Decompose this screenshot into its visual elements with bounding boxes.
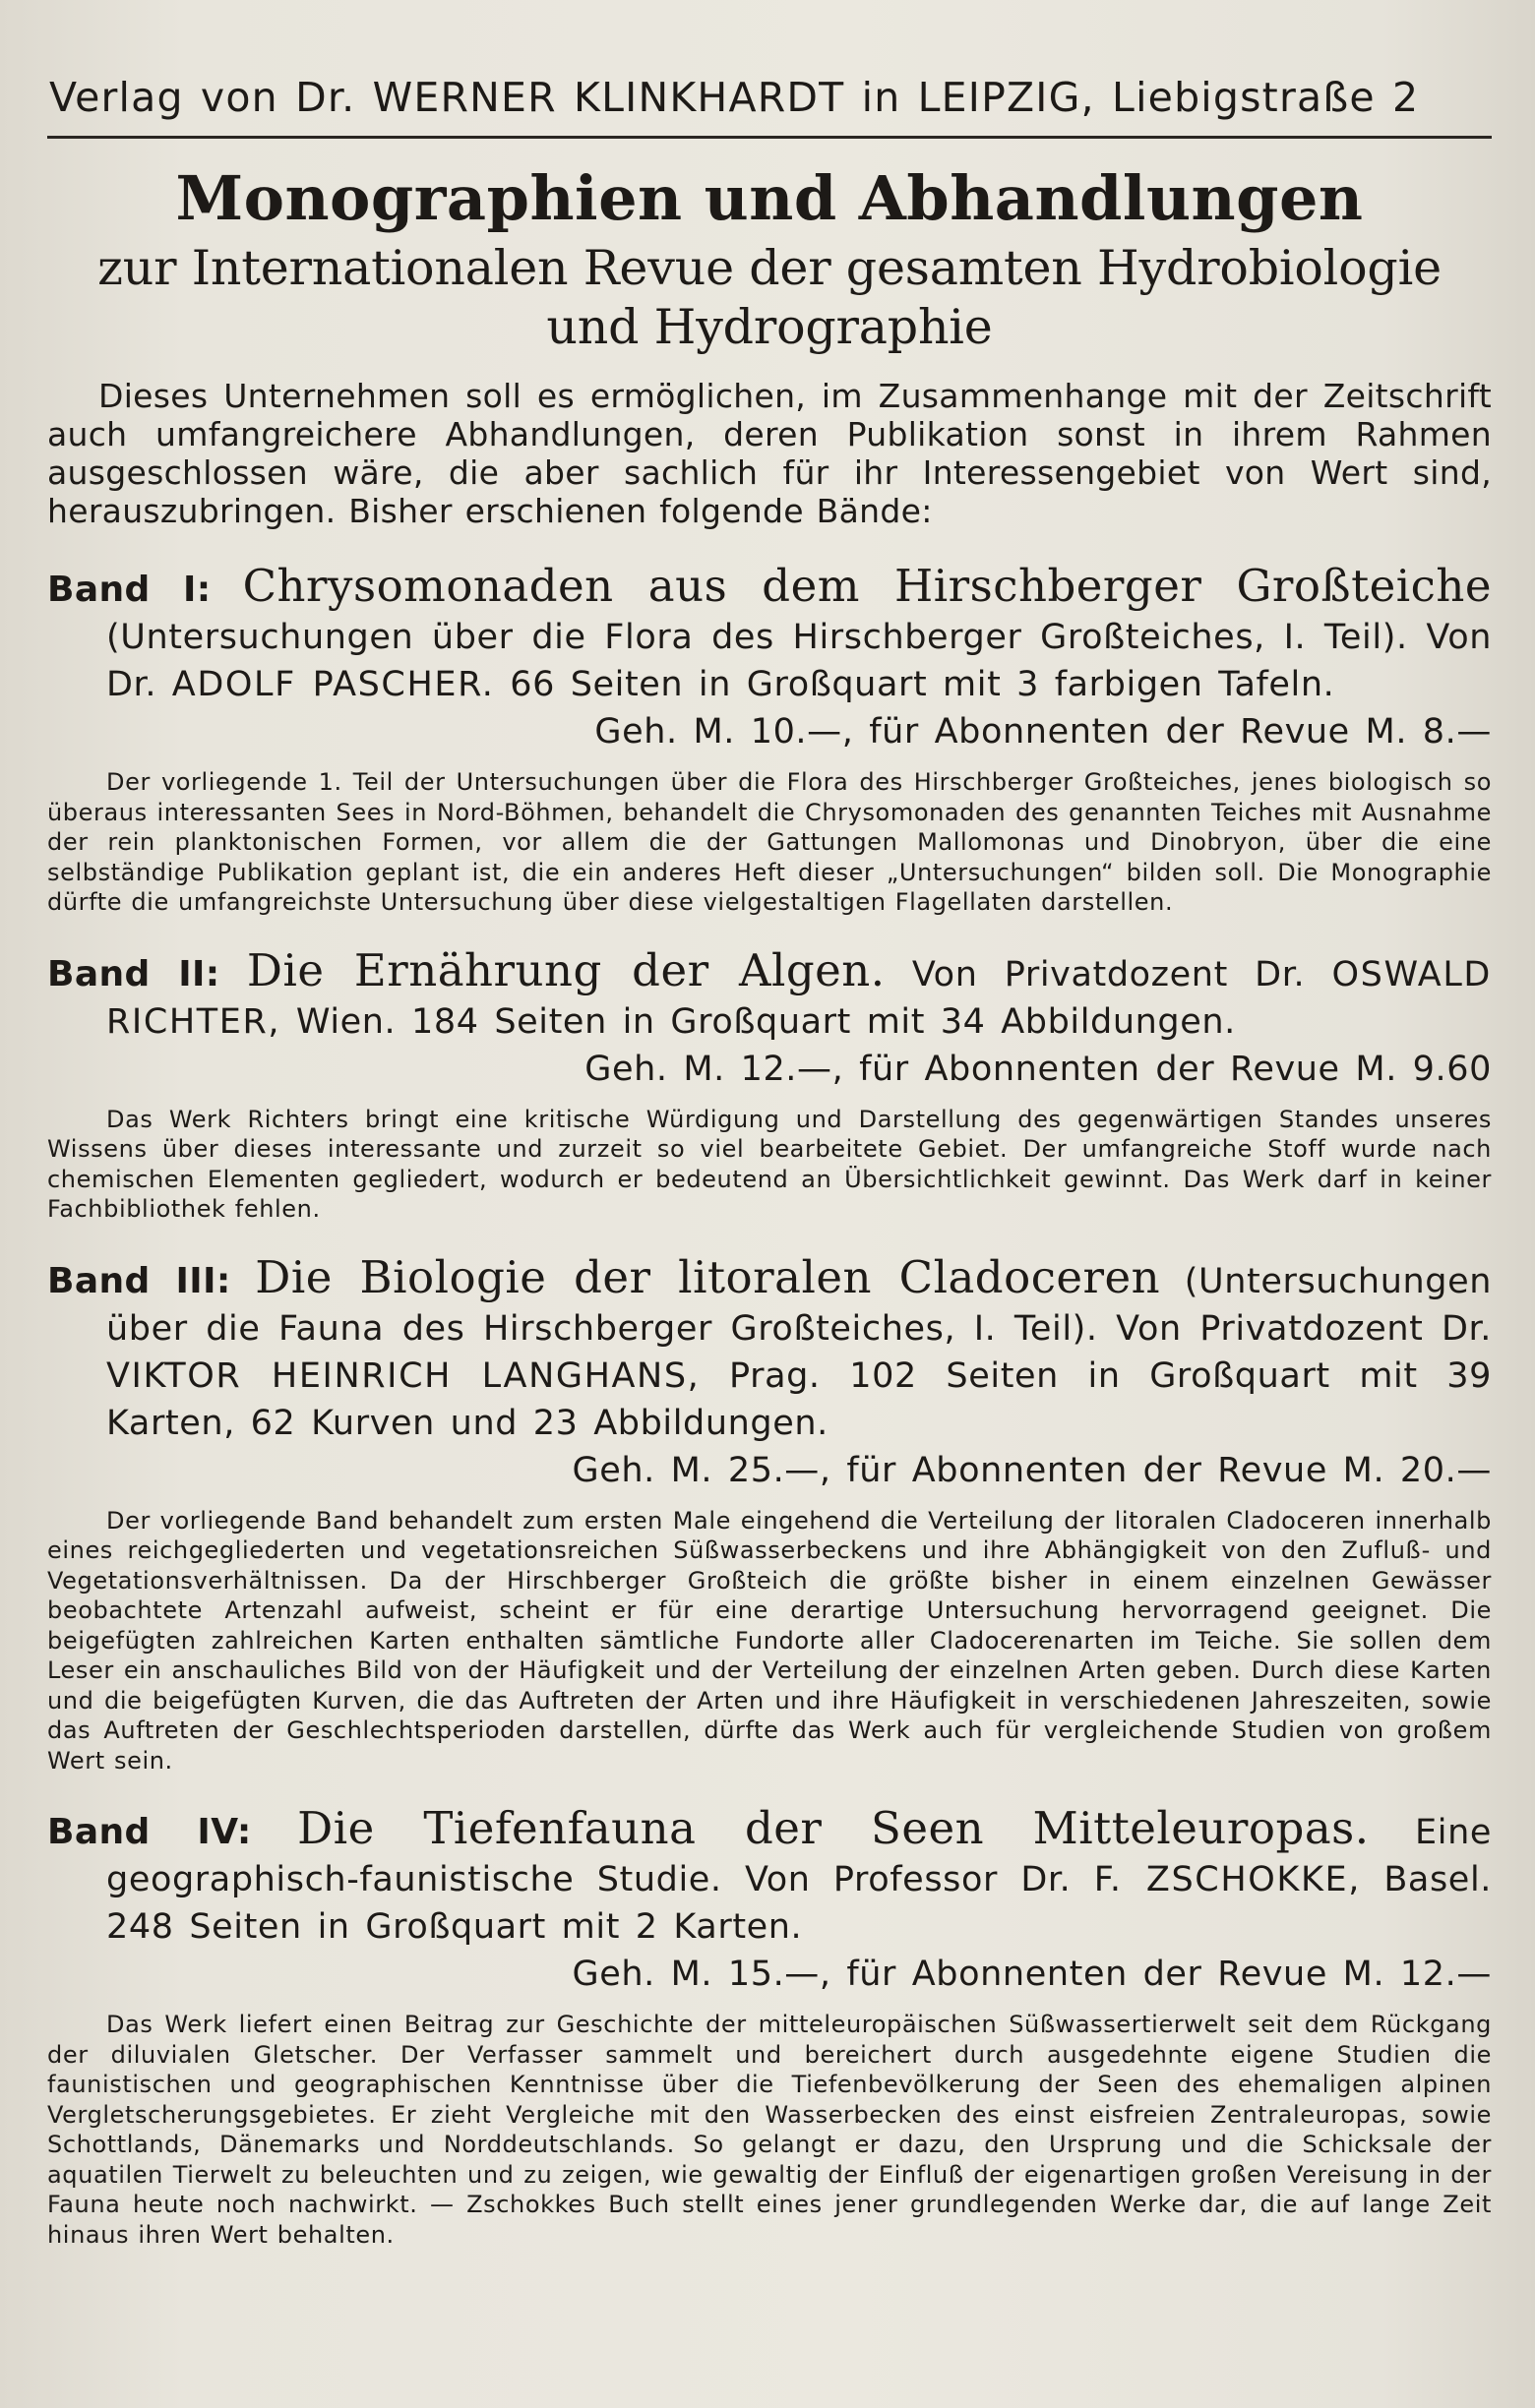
band-title: Die Ernährung der Algen. <box>246 943 886 996</box>
band-description: Das Werk Richters bringt eine kritische Würdigung und Darstellung des gegenwärtigen Standes unseres Wissens über dieses interessante und zurzeit so viel bearbeitete Gebiet. Der umfangreiche Stoff wurde nach chemischen Elementen gegliedert, wodurch er bedeutend an Übersichtlichkeit gewinnt. Das Werk darf in keiner Fachbibliothek fehlen. <box>47 1105 1492 1223</box>
band-details-post: Wien. 184 Seiten in Großquart mit 34 Abbildungen. <box>295 1001 1236 1042</box>
band-details-pre: Von Privatdozent Dr. <box>911 954 1306 994</box>
publisher-line: Verlag von Dr. WERNER KLINKHARDT in LEIPZIG, Liebigstraße 2 <box>47 73 1492 139</box>
band-details-pre: Eine geographisch-faunistische Studie. Von Professor Dr. <box>106 1813 1493 1899</box>
intro-paragraph: Dieses Unternehmen soll es ermöglichen, im Zusammenhange mit der Zeitschrift auch umfangreichere Abhandlungen, deren Publikation sonst in ihrem Rahmen ausgeschlossen wäre, die aber sachlich für ihr Interessengebiet von Wert sind, herauszubringen. Bisher erschienen folgende Bände: <box>47 377 1492 530</box>
band-heading <box>47 1802 1493 1951</box>
band-author: VIKTOR HEINRICH LANGHANS, <box>106 1355 701 1396</box>
band-title: Die Tiefenfauna der Seen Mitteleuropas. <box>297 1802 1370 1854</box>
band-details-post: Prag. 102 Seiten in Großquart mit 39 Karten, 62 Kurven und 23 Abbildungen. <box>106 1355 1493 1443</box>
band-heading <box>47 1250 1493 1447</box>
band-details-pre: (Untersuchungen über die Fauna des Hirschberger Großteiches, I. Teil). Von Privatdozent Dr. <box>106 1261 1492 1349</box>
band-heading <box>47 943 1492 1046</box>
band-label: Band I: <box>47 570 212 610</box>
band-heading <box>47 560 1492 708</box>
band-details-post: 66 Seiten in Großquart mit 3 farbigen Tafeln. <box>510 665 1335 704</box>
band-price: Geh. M. 25.—, für Abonnenten der Revue M. 20.— <box>572 1450 1492 1490</box>
page-subtitle: zur Internationalen Revue der gesamten Hydrobiologie und Hydrographie <box>97 240 1442 355</box>
band-details-pre: (Untersuchungen über die Flora des Hirschberger Großteiches, I. Teil). Von Dr. <box>106 618 1492 704</box>
band-price: Geh. M. 15.—, für Abonnenten der Revue M. 12.— <box>572 1955 1492 1994</box>
band-description: Der vorliegende 1. Teil der Untersuchungen über die Flora des Hirschberger Großteiches, jenes biologisch so überaus interessanten Sees in Nord-Böhmen, behandelt die Chrysomonaden des genannten Teiches mit Ausnahme der rein planktonischen Formen, vor allem die der Gattungen Mallomonas und Dinobryon, über die eine selbständige Publikation geplant ist, die ein anderes Heft dieser „Untersuchungen“ bilden soll. Die Monographie dürfte die umfangreichste Untersuchung über diese vielgestaltigen Flagellaten darstellen. <box>47 768 1492 916</box>
band-entry-2 <box>47 943 1492 1225</box>
band-author: ADOLF PASCHER. <box>171 665 495 704</box>
band-description: Das Werk liefert einen Beitrag zur Geschichte der mitteleuropäischen Süßwassertierwelt seit dem Rückgang der diluvialen Gletscher. Der Verfasser sammelt und bereichert durch ausgedehnte eigene Studien die faunistischen und geographischen Kenntnisse über die Tiefenbevölkerung der Seen des ehemaligen alpinen Vergletscherungsgebietes. Er zieht Vergleiche mit den Wasserbecken des einst eisfreien Zentraleuropas, sowie Schottlands, Dänemarks und Norddeutschlands. So gelangt er dazu, den Ursprung und die Schicksale der aquatilen Tierwelt zu beleuchten und zu zeigen, wie gewaltig der Einfluß der eigenartigen großen Vereisung in der Fauna heute noch nachwirkt. — Zschokkes Buch stellt eines jener grundlegenden Werke dar, die auf lange Zeit hinaus ihren Wert behalten. <box>47 2011 1492 2249</box>
band-label: Band IV: <box>47 1812 252 1852</box>
band-price: Geh. M. 10.—, für Abonnenten der Revue M. 8.— <box>594 712 1492 752</box>
band-label: Band III: <box>47 1260 231 1301</box>
page-title: Monographien und Abhandlungen <box>175 162 1364 234</box>
band-entry-4 <box>47 1802 1493 2250</box>
band-author: OSWALD RICHTER, <box>106 954 1492 1042</box>
band-details-post: Basel. 248 Seiten in Großquart mit 2 Karten. <box>106 1860 1492 1947</box>
band-price: Geh. M. 12.—, für Abonnenten der Revue M. 9.60 <box>584 1049 1492 1089</box>
band-entry-3 <box>47 1250 1493 1776</box>
band-author: F. ZSCHOKKE, <box>1093 1860 1361 1899</box>
band-label: Band II: <box>47 953 220 994</box>
band-title: Chrysomonaden aus dem Hirschberger Großteiche <box>242 560 1492 612</box>
band-title: Die Biologie der litoralen Cladoceren <box>255 1250 1161 1303</box>
band-entry-1 <box>47 560 1492 918</box>
band-description: Der vorliegende Band behandelt zum ersten Male eingehend die Verteilung der litoralen Cladoceren innerhalb eines reichgegliederten und vegetationsreichen Süßwasserbeckens und ihre Abhängigkeit von den Zufluß- und Vegetationsverhältnissen. Da der Hirschberger Großteich die größte bisher in einem einzelnen Gewässer beobachtete Artenzahl aufweist, scheint er für eine derartige Untersuchung hervorragend geeignet. Die beigefügten zahlreichen Karten enthalten sämtliche Fundorte aller Cladocerenarten im Teiche. Sie sollen dem Leser ein anschauliches Bild von der Häufigkeit und der Verteilung der einzelnen Arten geben. Durch diese Karten und die beigefügten Kurven, die das Auftreten der Arten und ihre Häufigkeit in verschiedenen Jahreszeiten, sowie das Auftreten der Geschlechtsperioden darstellen, dürfte das Werk auch für vergleichende Studien von großem Wert sein. <box>47 1506 1492 1775</box>
